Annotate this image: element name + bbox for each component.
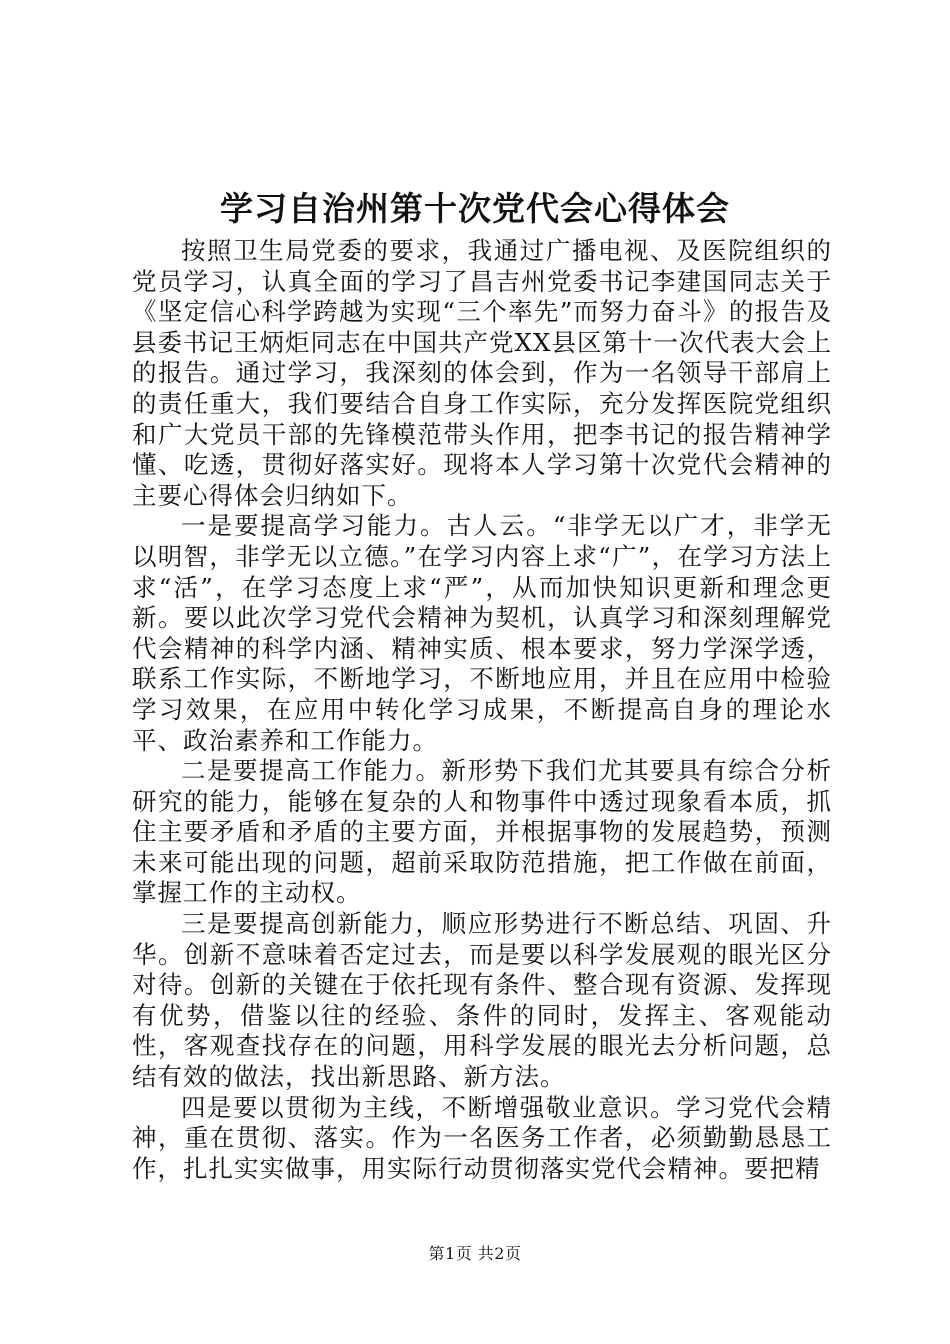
paragraph-point-2: 二是要提高工作能力。新形势下我们尤其要具有综合分析研究的能力，能够在复杂的人和物事件中透过现象看本质，抓住主要矛盾和矛盾的主要方面，并根据事物的发展趋势，预测未来可能出现的问题，超前采取防范措施，把工作做在前面，掌握工作的主动权。 bbox=[132, 756, 832, 908]
paragraph-point-1: 一是要提高学习能力。古人云。“非学无以广才，非学无以明智，非学无以立德。”在学习内容上求“广”，在学习方法上求“活”，在学习态度上求“严”，从而加快知识更新和理念更新。要以此次学习党代会精神为契机，认真学习和深刻理解党代会精神的科学内涵、精神实质、根本要求，努力学深学透，联系工作实际，不断地学习，不断地应用，并且在应用中检验学习效果，在应用中转化学习成果，不断提高自身的理论水平、政治素养和工作能力。 bbox=[132, 511, 832, 755]
paragraph-point-3: 三是要提高创新能力，顺应形势进行不断总结、巩固、升华。创新不意味着否定过去，而是要以科学发展观的眼光区分对待。创新的关键在于依托现有条件、整合现有资源、发挥现有优势，借鉴以往的经验、条件的同时，发挥主、客观能动性，客观查找存在的问题，用科学发展的眼光去分析问题，总结有效的做法，找出新思路、新方法。 bbox=[132, 909, 832, 1092]
page-footer: 第1页 共2页 bbox=[428, 1244, 522, 1263]
document-body bbox=[132, 236, 832, 1184]
paragraph-point-4: 四是要以贯彻为主线，不断增强敬业意识。学习党代会精神，重在贯彻、落实。作为一名医务工作者，必须勤勤恳恳工作，扎扎实实做事，用实际行动贯彻落实党代会精神。要把精 bbox=[132, 1092, 832, 1183]
document-title: 学习自治州第十次党代会心得体会 bbox=[220, 189, 730, 228]
paragraph-intro: 按照卫生局党委的要求，我通过广播电视、及医院组织的党员学习，认真全面的学习了昌吉州党委书记李建国同志关于《坚定信心科学跨越为实现“三个率先”而努力奋斗》的报告及县委书记王炳炬同志在中国共产党XX县区第十一次代表大会上的报告。通过学习，我深刻的体会到，作为一名领导干部肩上的责任重大，我们要结合自身工作实际，充分发挥医院党组织和广大党员干部的先锋模范带头作用，把李书记的报告精神学懂、吃透，贯彻好落实好。现将本人学习第十次党代会精神的主要心得体会归纳如下。 bbox=[132, 236, 832, 510]
